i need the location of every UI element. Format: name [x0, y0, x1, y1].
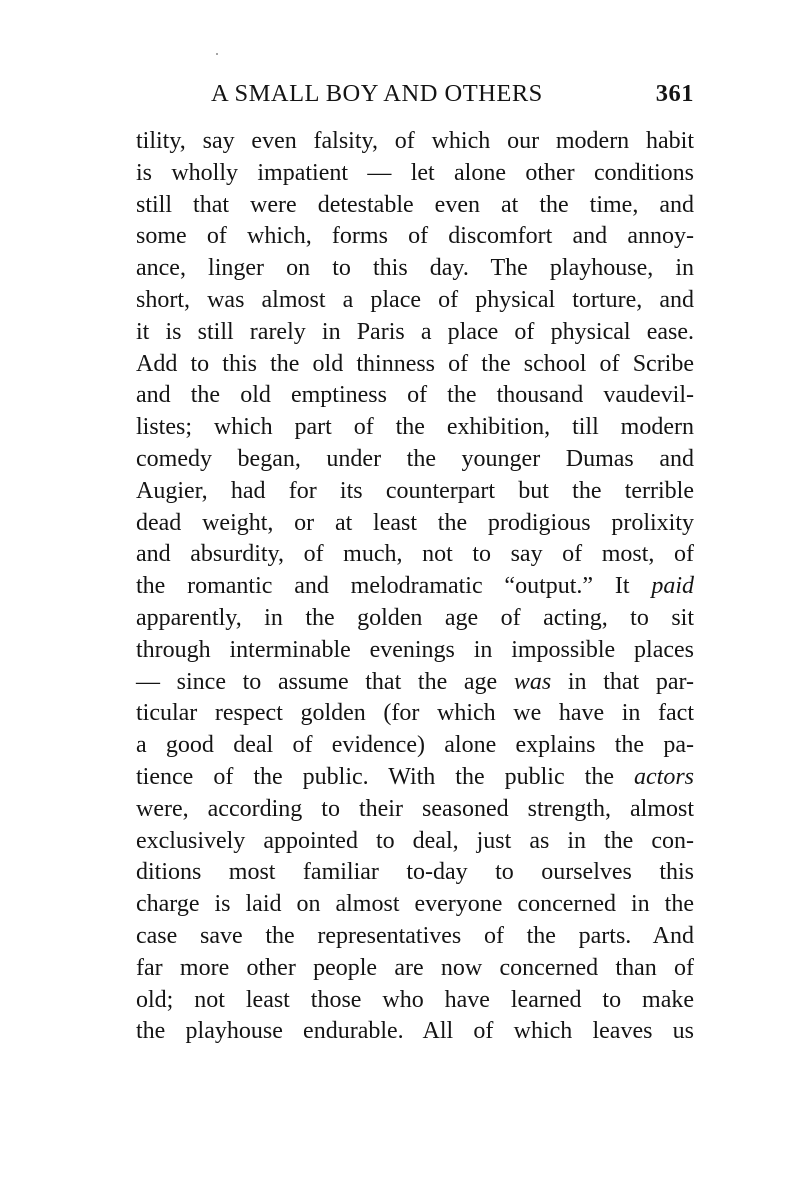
text-line: short, was almost a place of physical torture, and: [136, 286, 694, 313]
text-line: comedy began, under the younger Dumas and: [136, 445, 694, 472]
text-line: Augier, had for its counterpart but the terrible: [136, 477, 694, 504]
text-line: through interminable evenings in impossible places: [136, 636, 694, 663]
text-line: Add to this the old thinness of the school of Scribe: [136, 350, 694, 377]
body-text: [136, 126, 694, 1048]
text-line: the romantic and melodramatic “output.” It paid: [136, 573, 694, 600]
text-line: were, according to their seasoned strength, almost: [136, 795, 694, 822]
text-line: case save the representatives of the parts. And: [136, 922, 694, 949]
italic-word: was: [513, 668, 552, 695]
italic-word: actors: [634, 763, 694, 790]
text-line: old; not least those who have learned to make: [136, 986, 694, 1013]
italic-word: paid: [651, 573, 694, 600]
text-line: far more other people are now concerned than of: [136, 954, 694, 981]
text-line: and absurdity, of much, not to say of most, of: [136, 541, 694, 568]
text-line: exclusively appointed to deal, just as in the con-: [136, 827, 694, 854]
text-line: and the old emptiness of the thousand vaudevil-: [136, 382, 694, 409]
text-line: tility, say even falsity, of which our modern habit: [136, 128, 694, 154]
text-line: the playhouse endurable. All of which leaves us: [136, 1018, 694, 1045]
running-title: A SMALL BOY AND OTHERS: [211, 80, 543, 107]
text-line: still that were detestable even at the time, and: [136, 191, 694, 218]
text-line: listes; which part of the exhibition, till modern: [136, 414, 694, 441]
text-line: ance, linger on to this day. The playhouse, in: [136, 255, 694, 282]
text-line: charge is laid on almost everyone concerned in the: [136, 891, 694, 918]
text-line: tience of the public. With the public the actors: [136, 763, 694, 790]
text-line: ditions most familiar to-day to ourselves this: [136, 859, 694, 886]
text-line: dead weight, or at least the prodigious prolixity: [136, 509, 694, 536]
page-number: 361: [655, 80, 694, 107]
text-line: — since to assume that the age was in that par-: [136, 668, 695, 695]
text-line: a good deal of evidence) alone explains the pa-: [136, 732, 694, 759]
text-line: ticular respect golden (for which we have in fact: [136, 700, 694, 727]
text-line: apparently, in the golden age of acting, to sit: [136, 604, 694, 631]
text-line: it is still rarely in Paris a place of physical ease.: [136, 318, 694, 345]
running-head: [136, 80, 694, 120]
print-speck: [216, 53, 218, 55]
text-line: is wholly impatient — let alone other conditions: [136, 159, 694, 186]
text-line: some of which, forms of discomfort and annoy-: [136, 223, 694, 250]
